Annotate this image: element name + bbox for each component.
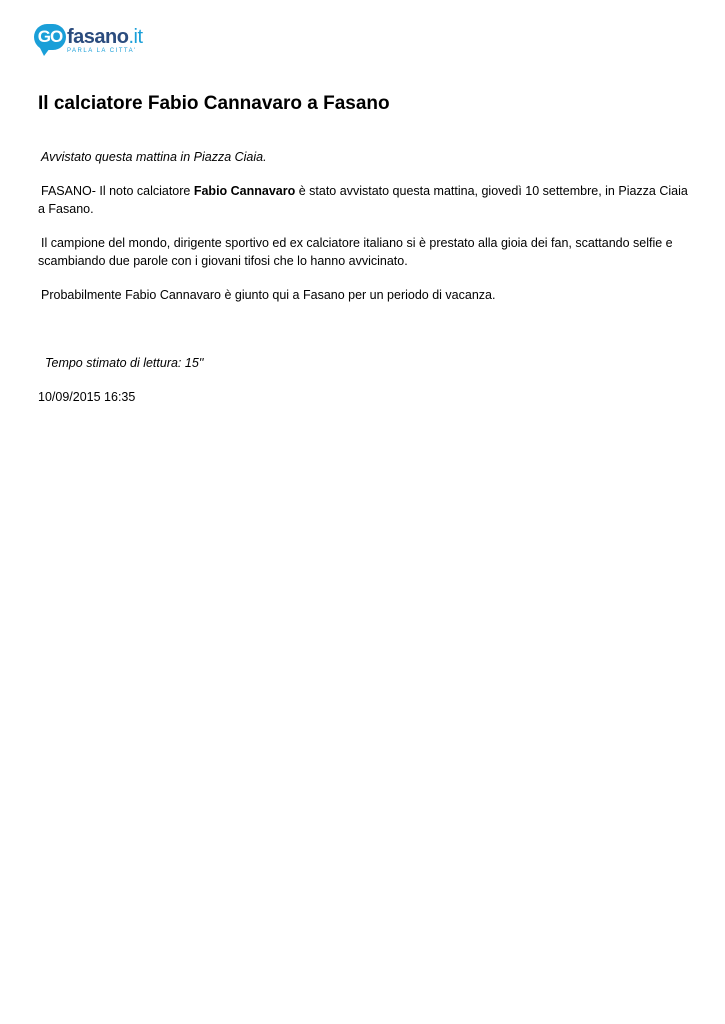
reading-time-text: Tempo stimato di lettura: 15''	[45, 356, 204, 370]
paragraph-1-rest: è stato avvistato questa mattina, giovedì 10 settembre, in Piazza Ciaia a Fasano.	[38, 184, 688, 216]
article-title: Il calciatore Fabio Cannavaro a Fasano	[38, 93, 390, 114]
article-paragraph-3	[38, 286, 690, 304]
logo-wordmark	[67, 24, 143, 50]
logo-name: fasano	[67, 26, 129, 48]
article-paragraph-2	[38, 234, 690, 270]
subtitle-text: Avvistato questa mattina in Piazza Ciaia.	[41, 150, 267, 164]
site-logo[interactable]	[34, 24, 144, 60]
article-paragraph-1	[38, 182, 690, 218]
article-subtitle	[38, 148, 690, 166]
paragraph-2-text: Il campione del mondo, dirigente sportivo ed ex calciatore italiano si è prestato alla gioia dei fan, scattando selfie e scambiando due parole con i giovani tifosi che lo hanno avvicinato.	[38, 236, 673, 268]
logo-go-badge: GO	[34, 24, 66, 50]
paragraph-1-lead: FASANO- Il noto calciatore	[41, 184, 194, 198]
paragraph-1-name: Fabio Cannavaro	[193, 184, 296, 198]
article-date: 10/09/2015 16:35	[38, 390, 136, 404]
logo-tagline: PARLA LA CITTA'	[67, 48, 137, 54]
reading-time	[38, 354, 690, 372]
paragraph-3-text: Probabilmente Fabio Cannavaro è giunto qui a Fasano per un periodo di vacanza.	[41, 288, 496, 302]
logo-tld: .it	[128, 26, 143, 48]
